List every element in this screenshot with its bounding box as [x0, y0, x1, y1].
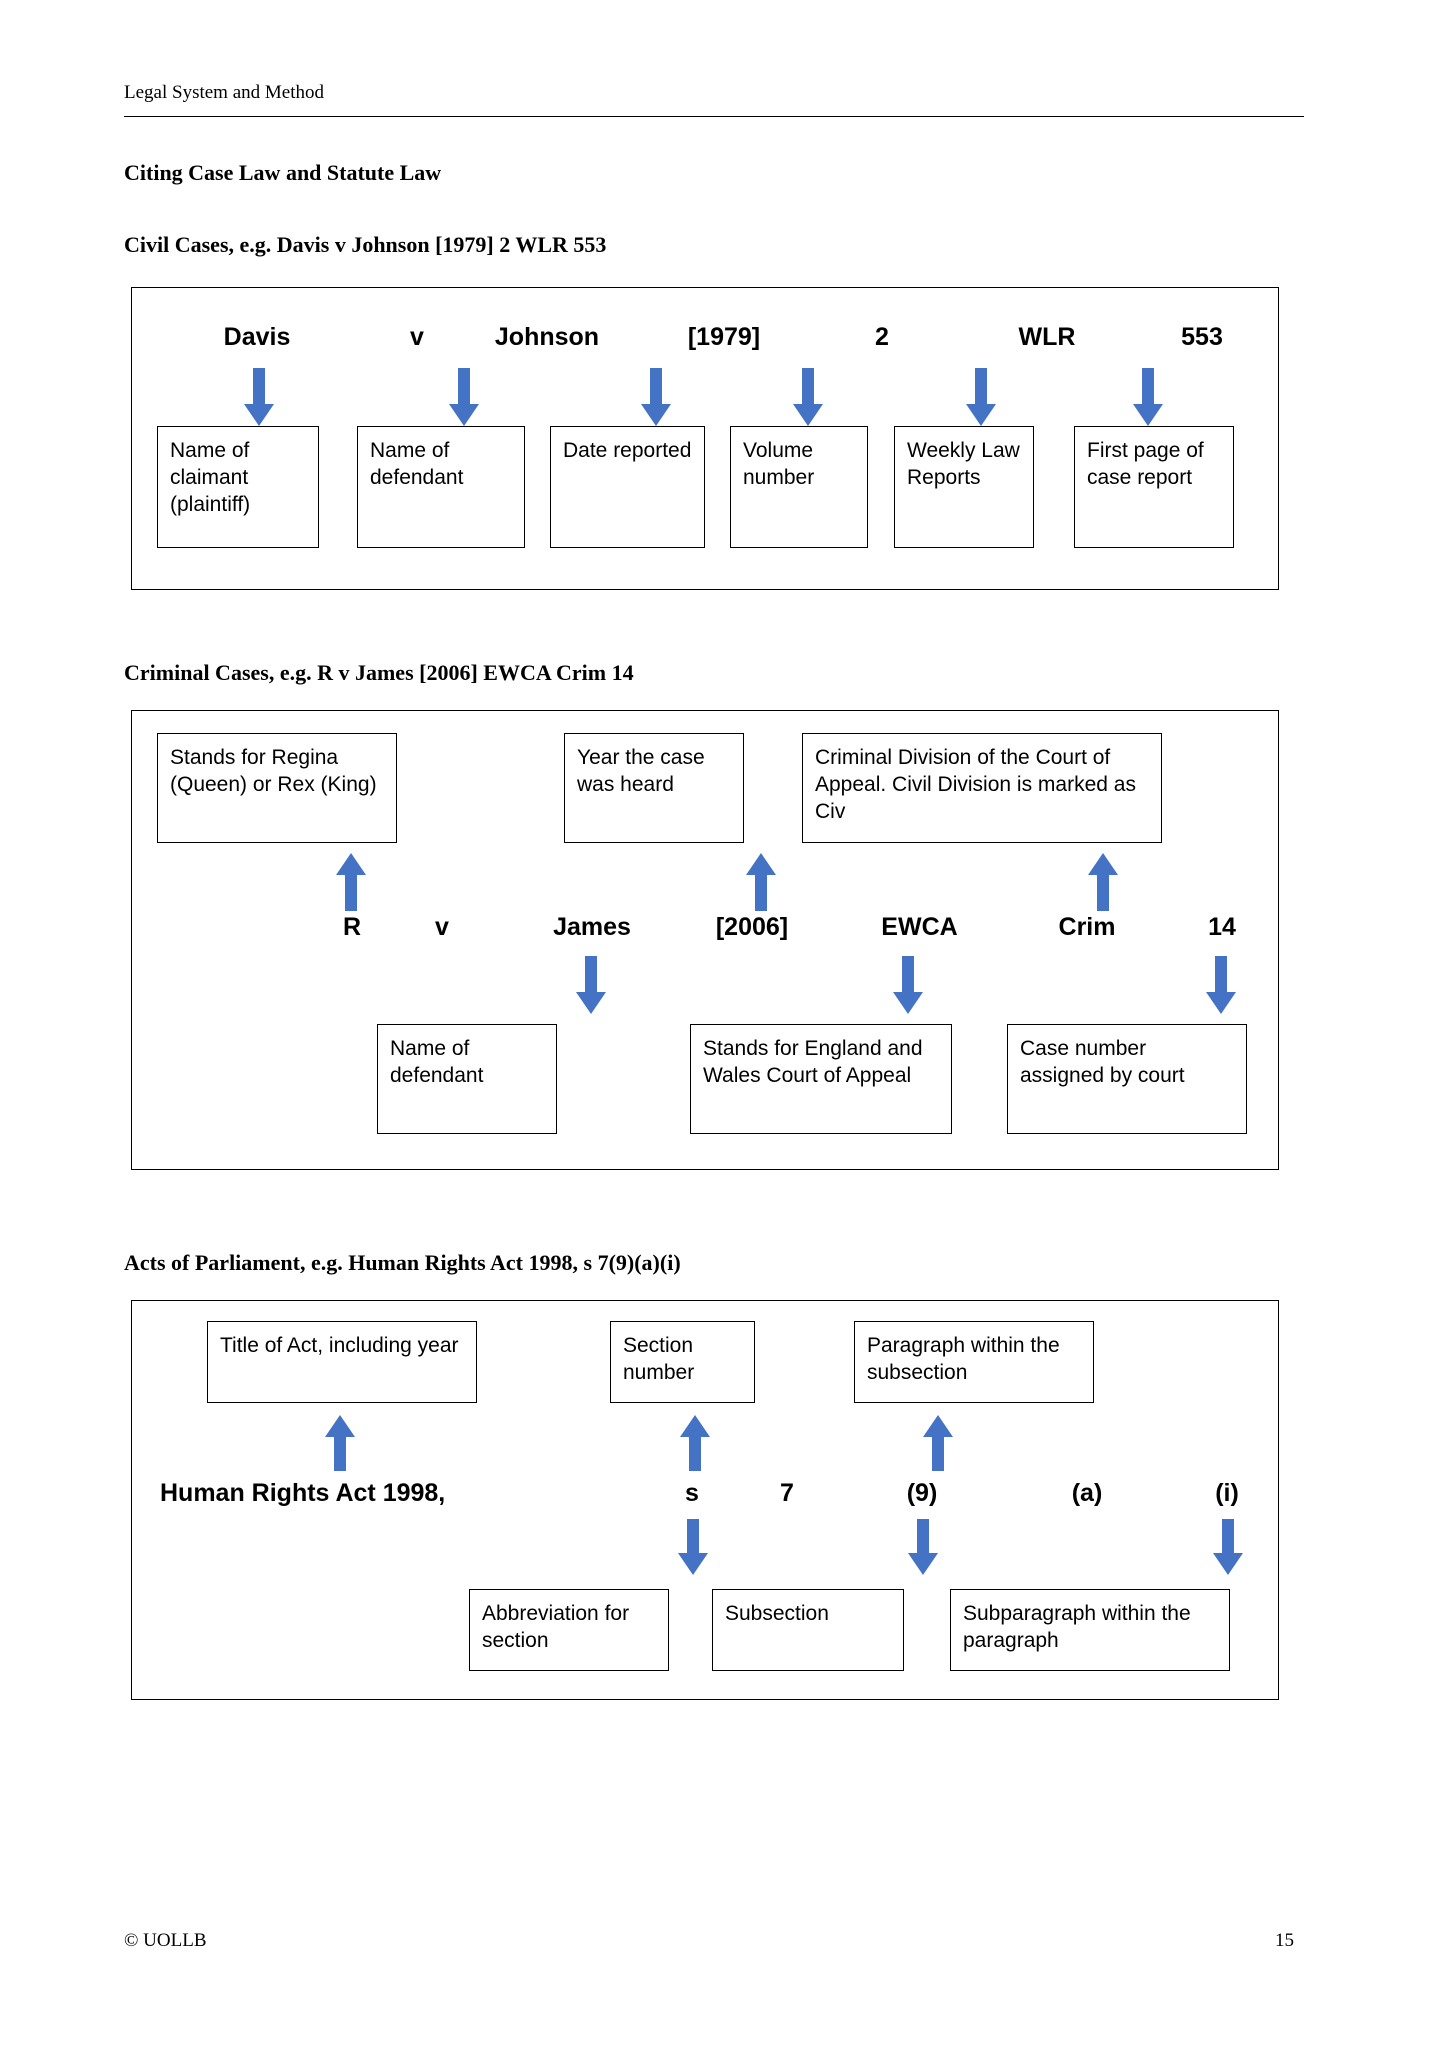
- criminal-term-crim: Crim: [1058, 913, 1116, 941]
- criminal-box-year: Year the case was heard: [564, 733, 744, 843]
- header-divider: [124, 116, 1304, 117]
- section-heading-criminal: Criminal Cases, e.g. R v James [2006] EWCA Crim 14: [124, 660, 634, 685]
- footer-copyright: © UOLLB: [124, 1930, 207, 1951]
- arrow-down-icon: [1212, 1519, 1244, 1577]
- acts-term-s: s: [685, 1479, 699, 1507]
- acts-term-nine: (9): [906, 1479, 938, 1507]
- criminal-box-casenumber: Case number assigned by court: [1007, 1024, 1247, 1134]
- civil-term-davis: Davis: [223, 323, 291, 351]
- acts-of-parliament-diagram: [131, 1300, 1279, 1700]
- civil-term-johnson: Johnson: [494, 323, 600, 351]
- acts-box-section: Section number: [610, 1321, 755, 1403]
- acts-box-subsection: Subsection: [712, 1589, 904, 1671]
- civil-box-claimant: Name of claimant (plaintiff): [157, 426, 319, 548]
- civil-term-year: [1979]: [687, 323, 761, 351]
- arrow-up-icon: [745, 851, 777, 911]
- arrow-down-icon: [1132, 368, 1164, 428]
- criminal-term-v: v: [435, 913, 449, 941]
- civil-box-firstpage: First page of case report: [1074, 426, 1234, 548]
- criminal-term-ewca: EWCA: [881, 913, 958, 941]
- arrow-down-icon: [243, 368, 275, 428]
- arrow-down-icon: [965, 368, 997, 428]
- civil-cases-diagram: [131, 287, 1279, 590]
- acts-box-paragraph: Paragraph within the subsection: [854, 1321, 1094, 1403]
- section-heading-civil: Civil Cases, e.g. Davis v Johnson [1979] 2 WLR 553: [124, 232, 607, 257]
- acts-box-subparagraph: Subparagraph within the paragraph: [950, 1589, 1230, 1671]
- arrow-down-icon: [640, 368, 672, 428]
- civil-term-v: v: [410, 323, 424, 351]
- criminal-term-james: James: [553, 913, 631, 941]
- acts-term-a: (a): [1071, 1479, 1103, 1507]
- arrow-down-icon: [575, 956, 607, 1016]
- criminal-box-defendant: Name of defendant: [377, 1024, 557, 1134]
- civil-term-reports: WLR: [1018, 323, 1076, 351]
- criminal-box-division: Criminal Division of the Court of Appeal. Civil Division is marked as Civ: [802, 733, 1162, 843]
- arrow-up-icon: [324, 1413, 356, 1471]
- civil-box-date: Date reported: [550, 426, 705, 548]
- acts-term-i: (i): [1215, 1479, 1239, 1507]
- criminal-term-year: [2006]: [715, 913, 789, 941]
- criminal-box-ewca: Stands for England and Wales Court of Appeal: [690, 1024, 952, 1134]
- page-title: Citing Case Law and Statute Law: [124, 160, 442, 185]
- running-header: Legal System and Method: [124, 82, 324, 103]
- arrow-up-icon: [1087, 851, 1119, 911]
- criminal-term-r: R: [342, 913, 362, 941]
- acts-box-abbreviation: Abbreviation for section: [469, 1589, 669, 1671]
- civil-term-volume: 2: [875, 323, 889, 351]
- criminal-cases-diagram: [131, 710, 1279, 1170]
- arrow-down-icon: [792, 368, 824, 428]
- civil-box-wlr: Weekly Law Reports: [894, 426, 1034, 548]
- civil-term-page: 553: [1181, 323, 1223, 351]
- arrow-down-icon: [907, 1519, 939, 1577]
- criminal-term-number: 14: [1208, 913, 1236, 941]
- civil-box-defendant: Name of defendant: [357, 426, 525, 548]
- section-heading-acts: Acts of Parliament, e.g. Human Rights Act 1998, s 7(9)(a)(i): [124, 1250, 681, 1275]
- arrow-down-icon: [1205, 956, 1237, 1016]
- civil-box-volume: Volume number: [730, 426, 868, 548]
- arrow-up-icon: [922, 1413, 954, 1471]
- arrow-down-icon: [892, 956, 924, 1016]
- arrow-up-icon: [679, 1413, 711, 1471]
- criminal-box-regina: Stands for Regina (Queen) or Rex (King): [157, 733, 397, 843]
- acts-term-seven: 7: [780, 1479, 794, 1507]
- footer-page-number: 15: [1275, 1930, 1294, 1951]
- arrow-up-icon: [335, 851, 367, 911]
- arrow-down-icon: [677, 1519, 709, 1577]
- acts-term-title: Human Rights Act 1998,: [160, 1479, 446, 1507]
- acts-box-title: Title of Act, including year: [207, 1321, 477, 1403]
- arrow-down-icon: [448, 368, 480, 428]
